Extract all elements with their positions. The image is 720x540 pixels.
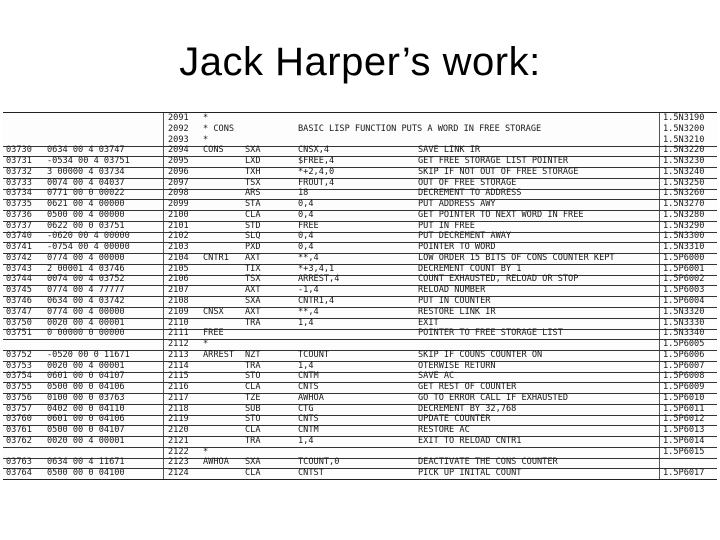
line-number: 2099 (168, 199, 189, 210)
opcode: TRA (245, 435, 261, 446)
location-address: 03737 (6, 220, 32, 231)
octal-word: 0622 00 0 03751 (47, 220, 125, 231)
octal-word: 0500 00 0 04100 (47, 468, 125, 479)
octal-word: 0774 00 4 77777 (47, 285, 125, 296)
line-number: 2095 (168, 156, 189, 167)
sequence-number: 1.5P6017 (663, 468, 705, 479)
comment: DECREMENT COUNT BY 1 (418, 263, 522, 274)
comment: SAVE LINK IR (418, 145, 481, 156)
comment: SKIP IF COUNS COUNTER ON (418, 349, 543, 360)
comment: DEACTIVATE THE CONS COUNTER (418, 457, 558, 468)
symbol-label: * (203, 134, 209, 145)
sequence-number: 1.5P6000 (663, 252, 705, 263)
operand: 0,4 (298, 209, 314, 220)
sequence-number: 1.5P6002 (663, 274, 705, 285)
comment: SKIP IF NOT OUT OF FREE STORAGE (418, 166, 579, 177)
location-address: 03755 (6, 382, 32, 393)
opcode: TXH (245, 166, 261, 177)
listing-row (3, 113, 717, 124)
sequence-number: 1.5N3300 (663, 231, 705, 242)
sequence-number: 1.5P6006 (663, 349, 705, 360)
octal-word: 0601 00 0 04107 (47, 371, 125, 382)
line-number: 2103 (168, 242, 189, 253)
listing-row (3, 124, 717, 135)
location-address: 03741 (6, 242, 32, 253)
octal-word: 0020 00 4 00001 (47, 435, 125, 446)
opcode: ARS (245, 188, 261, 199)
operand: CNTST (298, 468, 324, 479)
operand: 1,4 (298, 317, 314, 328)
sequence-number: 1.5P6004 (663, 296, 705, 306)
octal-word: 0020 00 4 00001 (47, 360, 125, 371)
octal-word: -0620 00 4 00000 (47, 231, 130, 242)
comment: EXIT TO RELOAD CNTR1 (418, 435, 522, 446)
opcode: SXA (245, 457, 261, 468)
line-number: 2123 (168, 457, 189, 468)
octal-word: 0621 00 4 00000 (47, 199, 125, 210)
sequence-number: 1.5P6001 (663, 263, 705, 274)
sequence-number: 1.5N3340 (663, 328, 705, 339)
line-number: 2121 (168, 435, 189, 446)
location-address: 03736 (6, 209, 32, 220)
comment: POINTER TO WORD (418, 242, 496, 253)
line-number: 2112 (168, 339, 189, 350)
comment: RELOAD NUMBER (418, 285, 486, 296)
comment: DECREMENT BY 32,768 (418, 403, 517, 414)
octal-word: 0774 00 4 00000 (47, 306, 125, 317)
opcode: SLQ (245, 231, 261, 242)
opcode: TIX (245, 263, 261, 274)
line-number: 2097 (168, 177, 189, 188)
line-number: 2114 (168, 360, 189, 371)
octal-word: 0771 00 0 00022 (47, 188, 125, 199)
operand: CNTS (298, 382, 319, 393)
sequence-number: 1.5P6012 (663, 414, 705, 425)
line-number: 2108 (168, 296, 189, 306)
sequence-number: 1.5P6010 (663, 392, 705, 403)
sequence-number: 1.5P6005 (663, 339, 705, 350)
operand: FROUT,4 (298, 177, 335, 188)
sequence-number: 1.5N3330 (663, 317, 705, 328)
octal-word: 0074 00 4 04037 (47, 177, 125, 188)
sequence-number: 1.5P6014 (663, 435, 705, 446)
sequence-number: 1.5P6013 (663, 425, 705, 436)
sequence-number: 1.5P6008 (663, 371, 705, 382)
symbol-label: ARREST (203, 349, 235, 360)
opcode: TSX (245, 177, 261, 188)
sequence-number: 1.5N3260 (663, 188, 705, 199)
assembly-listing (3, 112, 717, 480)
line-number: 2111 (168, 328, 189, 339)
opcode: LXD (245, 156, 261, 167)
octal-word: 2 00001 4 03746 (47, 263, 125, 274)
comment: RESTORE LINK IR (418, 306, 496, 317)
sequence-number: 1.5N3190 (663, 113, 705, 123)
location-address: 03763 (6, 457, 32, 468)
octal-word: 3 00000 4 03734 (47, 166, 125, 177)
operand: *+3,4,1 (298, 263, 335, 274)
comment: OUT OF FREE STORAGE (418, 177, 517, 188)
symbol-label: CNTR1 (203, 252, 229, 263)
line-number: 2101 (168, 220, 189, 231)
opcode: CLA (245, 382, 261, 393)
opcode: SUB (245, 403, 261, 414)
octal-word: 0500 00 0 04107 (47, 425, 125, 436)
opcode: STD (245, 220, 261, 231)
operand: CNTM (298, 371, 319, 382)
operand: AWHOA (298, 392, 324, 403)
octal-word: -0754 00 4 00000 (47, 242, 130, 253)
operand: BASIC LISP FUNCTION PUTS A WORD IN FREE STORAGE (298, 123, 542, 134)
symbol-label: FREE (203, 328, 224, 339)
line-number: 2098 (168, 188, 189, 199)
listing-row (3, 468, 717, 479)
line-number: 2124 (168, 468, 189, 479)
line-number: 2110 (168, 317, 189, 328)
location-address: 03742 (6, 252, 32, 263)
opcode: PXD (245, 242, 261, 253)
line-number: 2094 (168, 145, 189, 156)
line-number: 2102 (168, 231, 189, 242)
comment: UPDATE COUNTER (418, 414, 491, 425)
operand: 0,4 (298, 199, 314, 210)
operand: CNTS (298, 414, 319, 425)
octal-word: 0634 00 4 11671 (47, 457, 125, 468)
sequence-number: 1.5N3270 (663, 199, 705, 210)
octal-word: 0402 00 0 04110 (47, 403, 125, 414)
line-number: 2119 (168, 414, 189, 425)
opcode: AXT (245, 252, 261, 263)
operand: **,4 (298, 306, 319, 317)
operand: TCOUNT (298, 349, 330, 360)
location-address: 03752 (6, 349, 32, 360)
location-address: 03756 (6, 392, 32, 403)
operand: ARREST,4 (298, 274, 340, 285)
location-address: 03735 (6, 199, 32, 210)
sequence-number: 1.5P6009 (663, 382, 705, 393)
location-address: 03750 (6, 317, 32, 328)
symbol-label: * (203, 446, 209, 457)
line-number: 2120 (168, 425, 189, 436)
operand: $FREE,4 (298, 156, 335, 167)
comment: GET REST OF COUNTER (418, 382, 517, 393)
line-number: 2092 (168, 123, 189, 134)
sequence-number: 1.5N3250 (663, 177, 705, 188)
operand: CNSX,4 (298, 145, 330, 156)
opcode: NZT (245, 349, 261, 360)
location-address: 03762 (6, 435, 32, 446)
comment: RESTORE AC (418, 425, 470, 436)
line-number: 2109 (168, 306, 189, 317)
operand: 0,4 (298, 242, 314, 253)
comment: POINTER TO FREE STORAGE LIST (418, 328, 563, 339)
opcode: TSX (245, 274, 261, 285)
line-number: 2093 (168, 134, 189, 145)
location-address: 03760 (6, 414, 32, 425)
comment: OTERWISE RETURN (418, 360, 496, 371)
slide-title: Jack Harper’s work: (179, 40, 541, 84)
sequence-number: 1.5N3230 (663, 156, 705, 167)
line-number: 2106 (168, 274, 189, 285)
operand: 1,4 (298, 360, 314, 371)
comment: PUT DECREMENT AWAY (418, 231, 512, 242)
symbol-label: * (203, 339, 209, 350)
opcode: STO (245, 371, 261, 382)
sequence-number: 1.5N3200 (663, 123, 705, 134)
line-number: 2122 (168, 446, 189, 457)
location-address: 03754 (6, 371, 32, 382)
operand: *+2,4,0 (298, 166, 335, 177)
operand: 1,4 (298, 435, 314, 446)
sequence-number: 1.5N3310 (663, 242, 705, 253)
comment: PUT IN COUNTER (418, 296, 491, 306)
opcode: STA (245, 199, 261, 210)
location-address: 03745 (6, 285, 32, 296)
location-address: 03730 (6, 145, 32, 156)
location-address: 03731 (6, 156, 32, 167)
sequence-number: 1.5N3290 (663, 220, 705, 231)
location-address: 03740 (6, 231, 32, 242)
location-address: 03732 (6, 166, 32, 177)
symbol-label: * (203, 113, 209, 123)
sequence-number: 1.5N3240 (663, 166, 705, 177)
location-address: 03757 (6, 403, 32, 414)
sequence-number: 1.5N3320 (663, 306, 705, 317)
line-number: 2100 (168, 209, 189, 220)
comment: PUT IN FREE (418, 220, 475, 231)
operand: **,4 (298, 252, 319, 263)
symbol-label: AWHOA (203, 457, 229, 468)
octal-word: 0100 00 0 03763 (47, 392, 125, 403)
octal-word: -0520 00 0 11671 (47, 349, 130, 360)
line-number: 2104 (168, 252, 189, 263)
operand: FREE (298, 220, 319, 231)
octal-word: 0 00000 0 00000 (47, 328, 125, 339)
octal-word: 0774 00 4 00000 (47, 252, 125, 263)
octal-word: 0074 00 4 03752 (47, 274, 125, 285)
octal-word: 0500 00 4 00000 (47, 209, 125, 220)
symbol-label: CONS (203, 145, 224, 156)
location-address: 03744 (6, 274, 32, 285)
line-number: 2091 (168, 113, 189, 123)
opcode: CLA (245, 209, 261, 220)
comment: EXIT (418, 317, 439, 328)
location-address: 03753 (6, 360, 32, 371)
sequence-number: 1.5P6007 (663, 360, 705, 371)
line-number: 2105 (168, 263, 189, 274)
location-address: 03761 (6, 425, 32, 436)
opcode: STO (245, 414, 261, 425)
line-number: 2117 (168, 392, 189, 403)
operand: CNTM (298, 425, 319, 436)
opcode: SXA (245, 296, 261, 306)
octal-word: 0020 00 4 00001 (47, 317, 125, 328)
line-number: 2113 (168, 349, 189, 360)
opcode: CLA (245, 425, 261, 436)
comment: LOW ORDER 15 BITS OF CONS COUNTER KEPT (418, 252, 615, 263)
location-address: 03746 (6, 296, 32, 306)
opcode: TRA (245, 317, 261, 328)
location-address: 03764 (6, 468, 32, 479)
comment: SAVE AC (418, 371, 455, 382)
operand: CTG (298, 403, 314, 414)
opcode: AXT (245, 285, 261, 296)
comment: GET POINTER TO NEXT WORD IN FREE (418, 209, 584, 220)
line-number: 2096 (168, 166, 189, 177)
comment: PUT ADDRESS AWY (418, 199, 496, 210)
sequence-number: 1.5P6015 (663, 446, 705, 457)
octal-word: 0601 00 0 04106 (47, 414, 125, 425)
comment: PICK UP INITAL COUNT (418, 468, 522, 479)
line-number: 2107 (168, 285, 189, 296)
operand: -1,4 (298, 285, 319, 296)
comment: DECREMENT TO ADDRESS (418, 188, 522, 199)
sequence-number: 1.5N3280 (663, 209, 705, 220)
octal-word: 0500 00 0 04106 (47, 382, 125, 393)
line-number: 2118 (168, 403, 189, 414)
line-number: 2115 (168, 371, 189, 382)
symbol-label: * CONS (203, 123, 235, 134)
opcode: AXT (245, 306, 261, 317)
line-number: 2116 (168, 382, 189, 393)
octal-word: 0634 00 4 03747 (47, 145, 125, 156)
sequence-number: 1.5P6011 (663, 403, 705, 414)
comment: GET FREE STORAGE LIST POINTER (418, 156, 569, 167)
operand: CNTR1,4 (298, 296, 335, 306)
location-address: 03743 (6, 263, 32, 274)
opcode: CLA (245, 468, 261, 479)
sequence-number: 1.5N3210 (663, 134, 705, 145)
operand: 0,4 (298, 231, 314, 242)
comment: GO TO ERROR CALL IF EXHAUSTED (418, 392, 569, 403)
sequence-number: 1.5N3220 (663, 145, 705, 156)
symbol-label: CNSX (203, 306, 224, 317)
octal-word: 0634 00 4 03742 (47, 296, 125, 306)
location-address: 03734 (6, 188, 32, 199)
comment: COUNT EXHAUSTED, RELOAD OR STOP (418, 274, 579, 285)
opcode: TRA (245, 360, 261, 371)
opcode: TZE (245, 392, 261, 403)
operand: 18 (298, 188, 309, 199)
operand: TCOUNT,0 (298, 457, 340, 468)
sequence-number: 1.5P6003 (663, 285, 705, 296)
location-address: 03733 (6, 177, 32, 188)
opcode: SXA (245, 145, 261, 156)
location-address: 03747 (6, 306, 32, 317)
location-address: 03751 (6, 328, 32, 339)
octal-word: -0534 00 4 03751 (47, 156, 130, 167)
